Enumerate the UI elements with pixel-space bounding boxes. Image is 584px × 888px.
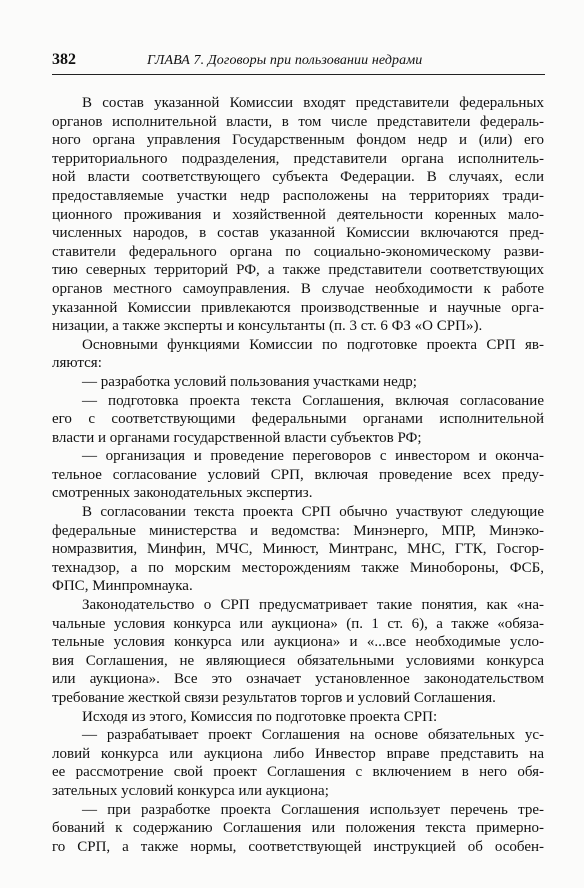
text-line: численных народов, в состав указанной Комиссии включаются пред- — [52, 225, 544, 242]
text-line: технадзор, а по морским месторождениям также Минобороны, ФСБ, — [52, 559, 544, 576]
text-line: чальные условия конкурса или аукциона» (п. 1 ст. 6), а также «обяза- — [52, 615, 544, 632]
text-line: — подготовка проекта текста Соглашения, включая согласование — [82, 392, 544, 409]
text-line: вия Соглашения, не являющиеся обязательными условиями конкурса — [52, 652, 544, 669]
text-line: го СРП, а также нормы, соответствующей инструкцией об особен- — [52, 838, 544, 855]
text-line: требование жесткой связи результатов торгов и условий Соглашения. — [52, 690, 496, 706]
text-line: низации, а также эксперты и консультанты (п. 3 ст. 6 ФЗ «О СРП»). — [52, 318, 483, 335]
text-line: — разрабатывает проект Соглашения на основе обязательных ус- — [82, 727, 544, 744]
page-number: 382 — [52, 51, 76, 68]
text-line: — организация и проведение переговоров с инвестором и оконча- — [82, 448, 544, 465]
text-line: предоставляемые участки недр расположены на территориях тради- — [52, 187, 544, 204]
text-line: зательных условий конкурса или аукциона; — [52, 782, 329, 799]
text-line: тию северных территорий РФ, а также представители соответствующих — [52, 262, 544, 279]
text-line: власти и органами государственной власти субъектов РФ; — [52, 429, 422, 446]
body-text — [52, 94, 544, 856]
text-line: тельное согласование условий СРП, включая проведение всех преду- — [52, 466, 544, 483]
text-line: бований к содержанию Соглашения или положения текста примерно- — [52, 820, 544, 837]
text-line: его с соответствующими федеральными органами исполнительной — [52, 411, 544, 428]
text-line: ляются: — [52, 355, 102, 372]
text-line: ставители федерального органа по социально-экономическому разви- — [52, 243, 544, 260]
text-line: органов исполнительной власти, в том числе представители федераль- — [52, 113, 544, 130]
text-line: ного органа управления Государственным фондом недр и (или) его — [52, 132, 544, 149]
text-line: ФПС, Минпромнаука. — [52, 578, 193, 595]
text-line: ловий конкурса или аукциона либо Инвестор вправе представить на — [52, 745, 544, 762]
text-line: номразвития, Минфин, МЧС, Минюст, Минтранс, МНС, ГТК, Госгор- — [52, 541, 544, 558]
text-line: тельные условия конкурса или аукциона» и «...все необходимые усло- — [52, 634, 544, 651]
text-line: Законодательство о СРП предусматривает такие понятия, как «на- — [82, 597, 544, 614]
text-line: — разработка условий пользования участками недр; — [82, 373, 417, 390]
text-line: В состав указанной Комиссии входят представители федеральных — [82, 95, 544, 111]
text-line: ее рассмотрение свой проект Соглашения с включением в него обя- — [52, 764, 544, 781]
chapter-title: ГЛАВА 7. Договоры при пользовании недрами — [147, 53, 423, 68]
text-line: ционного проживания и хозяйственной деятельности коренных мало- — [52, 206, 544, 223]
text-line: В согласовании текста проекта СРП обычно участвуют следующие — [82, 504, 544, 521]
text-line: указанной Комиссии привлекаются производственные и научные орга- — [52, 299, 544, 316]
text-line: смотренных законодательных экспертиз. — [52, 485, 313, 502]
running-head — [52, 50, 542, 72]
text-line: или аукциона». Все это означает установленное законодательством — [52, 671, 544, 688]
text-line: Исходя из этого, Комиссия по подготовке проекта СРП: — [82, 708, 438, 725]
text-line: Основными функциями Комиссии по подготовке проекта СРП яв- — [82, 336, 544, 353]
text-line: территориального подразделения, представители органа исполнитель- — [52, 150, 544, 167]
text-line: — при разработке проекта Соглашения использует перечень тре- — [82, 801, 544, 818]
text-line: ной власти соответствующего субъекта Федерации. В случаях, если — [52, 169, 544, 186]
text-line: федеральные министерства и ведомства: Минэнерго, МПР, Минэко- — [52, 522, 544, 539]
header-rule — [52, 74, 545, 75]
text-line: органов местного самоуправления. В случае необходимости к работе — [52, 280, 544, 297]
